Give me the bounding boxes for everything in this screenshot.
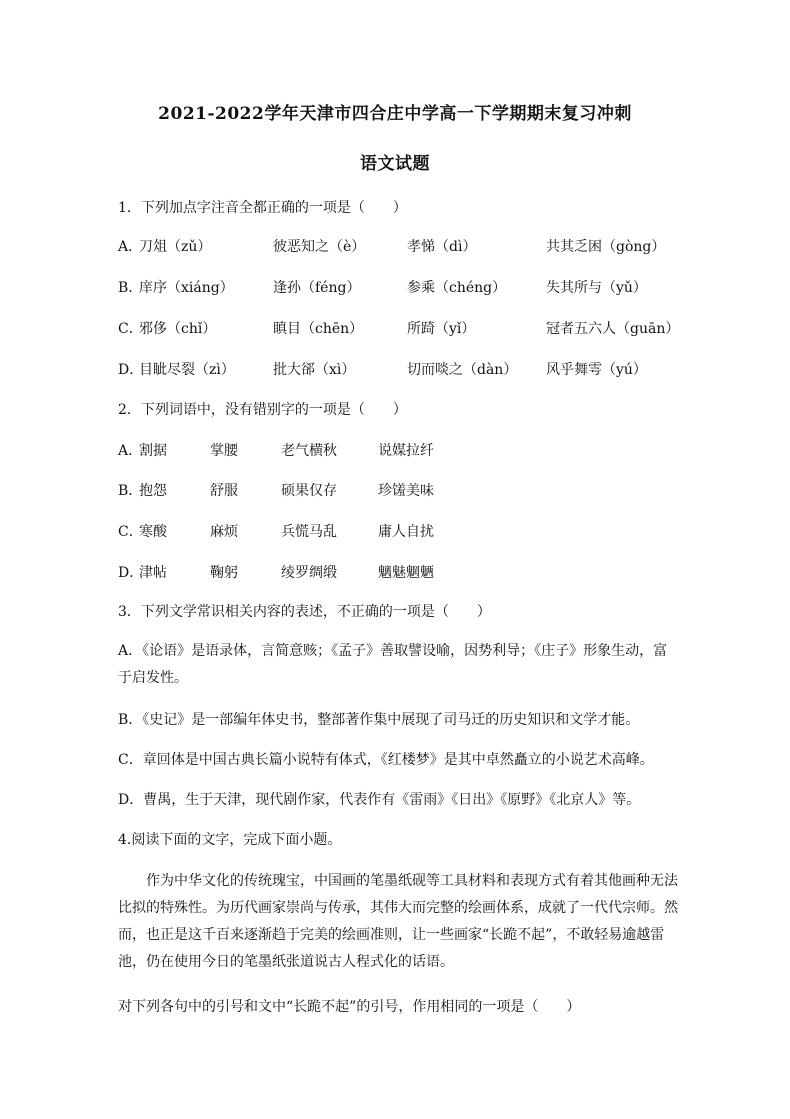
- q2-d-item-2: 鞠躬: [210, 565, 238, 581]
- q2-a-item-4: 说媒拉纤: [378, 443, 434, 459]
- q1-d-item-2: 批大郤（xì）: [273, 362, 356, 378]
- q2-d-item-3: 绫罗绸缎: [281, 565, 337, 581]
- q1-b-item-2: 逢孙（féng）: [273, 280, 361, 296]
- q1-a-item-3: 孝悌（dì）: [407, 239, 477, 255]
- q1-option-b-label: B．: [118, 280, 143, 296]
- q1-c-item-4: 冠者五六人（guān）: [546, 321, 680, 337]
- q2-c-item-2: 麻烦: [210, 524, 238, 540]
- exam-title: 2021-2022学年天津市四合庄中学高一下学期期末复习冲刺: [158, 104, 632, 124]
- q2-a-item-1: 割据: [139, 443, 167, 459]
- q1-option-d-label: D．: [118, 362, 144, 378]
- question-2-stem: 2．下列词语中，没有错别字的一项是（ ）: [118, 402, 407, 418]
- q3-option-b: B．《史记》是一部编年体史书，整部著作集中展现了司马迁的历史知识和文学才能。: [118, 712, 640, 728]
- q2-a-item-3: 老气横秋: [281, 443, 337, 459]
- q2-option-a-label: A．: [118, 443, 143, 459]
- q2-c-item-1: 寒酸: [139, 524, 167, 540]
- q2-option-c-label: C．: [118, 524, 143, 540]
- question-4-stem: 4.阅读下面的文字，完成下面小题。: [118, 832, 342, 848]
- q4-passage: 作为中华文化的传统瑰宝，中国画的笔墨纸砚等工具材料和表现方式有着其他画种无法比拟的特殊性。为历代画家崇尚与传承，其伟大而完整的绘画体系，成就了一代代宗师。然而，也正是这千百来逐渐趋于完美的绘画准则，让一些画家“长跪不起”，不敢轻易逾越雷池，仍在使用今日的笔墨纸张道说古人程式化的话语。: [118, 873, 678, 970]
- q1-c-item-3: 所踦（yǐ）: [407, 321, 476, 337]
- q2-c-item-3: 兵慌马乱: [281, 524, 337, 540]
- exam-subtitle: 语文试题: [360, 154, 430, 174]
- q1-c-item-2: 瞋目（chēn）: [273, 321, 364, 337]
- q3-option-c: C．章回体是中国古典长篇小说特有体式，《红楼梦》是其中卓然矗立的小说艺术高峰。: [118, 752, 654, 768]
- q2-option-b-label: B．: [118, 483, 143, 499]
- q2-b-item-4: 珍馐美味: [378, 483, 434, 499]
- q1-option-a-label: A．: [118, 239, 143, 255]
- question-1-stem: 1．下列加点字注音全都正确的一项是（ ）: [118, 200, 407, 216]
- question-3-stem: 3．下列文学常识相关内容的表述，不正确的一项是（ ）: [118, 604, 491, 620]
- q1-b-item-4: 失其所与（yǔ）: [546, 280, 647, 296]
- q1-a-item-2: 彼恶知之（è）: [273, 239, 366, 255]
- q3-option-a: A．《论语》是语录体，言简意赅；《孟子》善取譬设喻，因势利导；《庄子》形象生动，富于启发性。: [118, 643, 668, 686]
- q2-d-item-1: 津帖: [139, 565, 167, 581]
- q4-subquestion: 对下列各句中的引号和文中“长跪不起”的引号，作用相同的一项是（ ）: [118, 999, 581, 1015]
- q2-b-item-2: 舒服: [210, 483, 238, 499]
- q2-option-d-label: D．: [118, 565, 144, 581]
- q1-b-item-3: 参乘（chéng）: [407, 280, 507, 296]
- q2-a-item-2: 掌腰: [210, 443, 238, 459]
- q1-a-item-4: 共其乏困（gòng）: [546, 239, 666, 255]
- q2-b-item-3: 硕果仅存: [281, 483, 337, 499]
- q1-d-item-3: 切而啖之（dàn）: [407, 362, 518, 378]
- q1-option-c-label: C．: [118, 321, 143, 337]
- q1-a-item-1: 刀俎（zǔ）: [139, 239, 212, 255]
- q1-d-item-1: 目眦尽裂（zì）: [139, 362, 235, 378]
- q1-b-item-1: 庠序（xiáng）: [139, 280, 234, 296]
- q1-c-item-1: 邪侈（chǐ）: [139, 321, 217, 337]
- q3-option-d: D．曹禺，生于天津，现代剧作家，代表作有《雷雨》《日出》《原野》《北京人》等。: [118, 792, 641, 808]
- q2-c-item-4: 庸人自扰: [378, 524, 434, 540]
- q1-d-item-4: 风乎舞雩（yú）: [546, 362, 647, 378]
- q2-b-item-1: 抱怨: [139, 483, 167, 499]
- q2-d-item-4: 魑魅魍魉: [378, 565, 434, 581]
